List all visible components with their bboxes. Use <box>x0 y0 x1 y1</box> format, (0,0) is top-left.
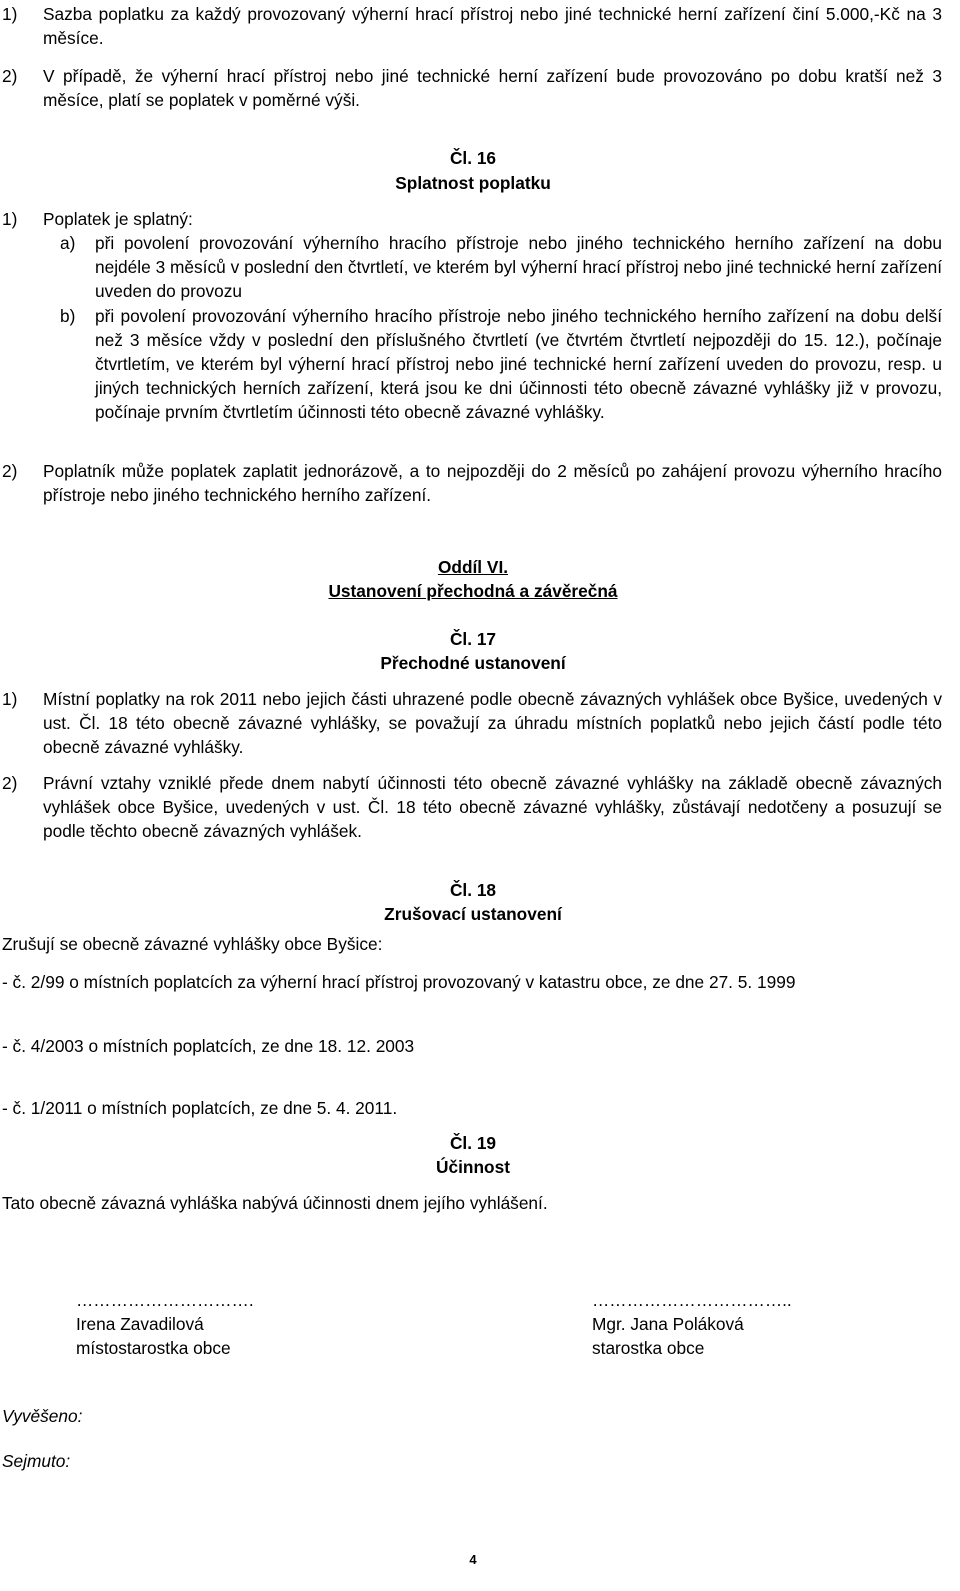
page-number: 4 <box>469 1552 477 1567</box>
art17-item-1 <box>2 687 942 759</box>
sub-text: při povolení provozování výherního hracího přístroje nebo jiného technického herního zařízení na dobu nejdéle 3 měsíců v poslední den čtvrtletí, ve kterém byl výherní hrací přístroj nebo jiné technické herní zařízení uveden do provozu <box>95 233 942 301</box>
art17-item-2 <box>2 771 942 843</box>
item-text: Sazba poplatku za každý provozovaný výherní hrací přístroj nebo jiné technické herní zařízení činí 5.000,-Kč na 3 měsíce. <box>43 4 942 48</box>
posted-label: Vyvěšeno: <box>2 1406 83 1426</box>
signature-right <box>592 1288 792 1360</box>
item-number: 2) <box>2 66 18 86</box>
art16-number: Čl. 16 <box>449 148 497 168</box>
art19-text: Tato obecně závazná vyhláška nabývá účinnosti dnem jejího vyhlášení. <box>2 1193 548 1213</box>
sub-text: při povolení provozování výherního hracího přístroje nebo jiného technického herního zařízení na dobu delší než 3 měsíce vždy v poslední den příslušného čtvrtletí (ve čtvrtém čtvrtletí nejpozději do 15. 12.), počínaje čtvrtletím, ve kterém byl výherní hrací přístroj nebo jiné technické herní zařízení uveden do provozu, resp. u jiných technických herních zařízení, která jsou ke dni účinnosti této obecně závazné vyhlášky již v provozu, počínaje prvním čtvrtletím účinnosti této obecně závazné vyhlášky. <box>95 306 942 422</box>
art16-item-2 <box>2 459 942 507</box>
art17-number: Čl. 17 <box>449 629 497 649</box>
section-subheading-wrap <box>0 579 946 603</box>
item-number: 1) <box>2 689 18 709</box>
art19-number: Čl. 19 <box>449 1133 497 1153</box>
signatory-name: Irena Zavadilová <box>76 1314 204 1334</box>
art18-line-2: - č. 4/2003 o místních poplatcích, ze dne 18. 12. 2003 <box>2 1036 415 1056</box>
item-text: Poplatník může poplatek zaplatit jednorázově, a to nejpozději do 2 měsíců po zahájení provozu výherního hracího přístroje nebo jiného technického herního zařízení. <box>43 461 942 505</box>
art18-number: Čl. 18 <box>449 880 497 900</box>
section-heading-wrap <box>0 555 946 579</box>
signatory-role: místostarostka obce <box>76 1338 231 1358</box>
art19-title: Účinnost <box>436 1157 510 1177</box>
art16-sub-a <box>60 231 942 303</box>
item-text: Místní poplatky na rok 2011 nebo jejich části uhrazené podle obecně závazných vyhlášek obce Byšice, uvedených v ust. Čl. 18 této obecně závazné vyhlášky, se považují za úhradu místních poplatků nebo jejich částí podle této obecně závazné vyhlášky. <box>43 689 942 757</box>
art18-line-1: - č. 2/99 o místních poplatcích za výherní hrací přístroj provozovaný v katastru obce, ze dne 27. 5. 1999 <box>2 972 796 992</box>
art16-item-1 <box>2 207 942 231</box>
item-number: 1) <box>2 209 18 229</box>
item-text: Poplatek je splatný: <box>43 209 193 229</box>
art15-item-2 <box>2 64 942 112</box>
art18-lead: Zrušují se obecně závazné vyhlášky obce Byšice: <box>2 934 383 954</box>
section-heading: Oddíl VI. <box>437 557 509 577</box>
art16-title: Splatnost poplatku <box>395 173 551 193</box>
sub-letter: a) <box>60 233 76 253</box>
item-number: 2) <box>2 773 18 793</box>
item-text: Právní vztahy vzniklé přede dnem nabytí účinnosti této obecně závazné vyhlášky na základě obecně závazných vyhlášek obce Byšice, uvedených v ust. Čl. 18 této obecně závazné vyhlášky, zůstávají nedotčeny a posuzují se podle těchto obecně závazných vyhlášek. <box>43 773 942 841</box>
removed-label: Sejmuto: <box>2 1451 71 1471</box>
item-text: V případě, že výherní hrací přístroj nebo jiné technické herní zařízení bude provozováno po dobu kratší než 3 měsíce, platí se poplatek v poměrné výši. <box>43 66 942 110</box>
signature-line: …………………………. <box>76 1290 254 1310</box>
art16-sub-b <box>60 304 942 424</box>
item-number: 2) <box>2 461 18 481</box>
sub-letter: b) <box>60 306 76 326</box>
art15-item-1 <box>2 2 942 50</box>
signatory-role: starostka obce <box>592 1338 705 1358</box>
signatory-name: Mgr. Jana Poláková <box>592 1314 744 1334</box>
signature-line: …………………………….. <box>592 1290 792 1310</box>
section-subheading: Ustanovení přechodná a závěrečná <box>328 581 618 601</box>
art17-title: Přechodné ustanovení <box>380 653 566 673</box>
item-number: 1) <box>2 4 18 24</box>
signature-left <box>76 1288 254 1360</box>
art18-title: Zrušovací ustanovení <box>384 904 562 924</box>
art18-line-3: - č. 1/2011 o místních poplatcích, ze dne 5. 4. 2011. <box>2 1098 398 1118</box>
